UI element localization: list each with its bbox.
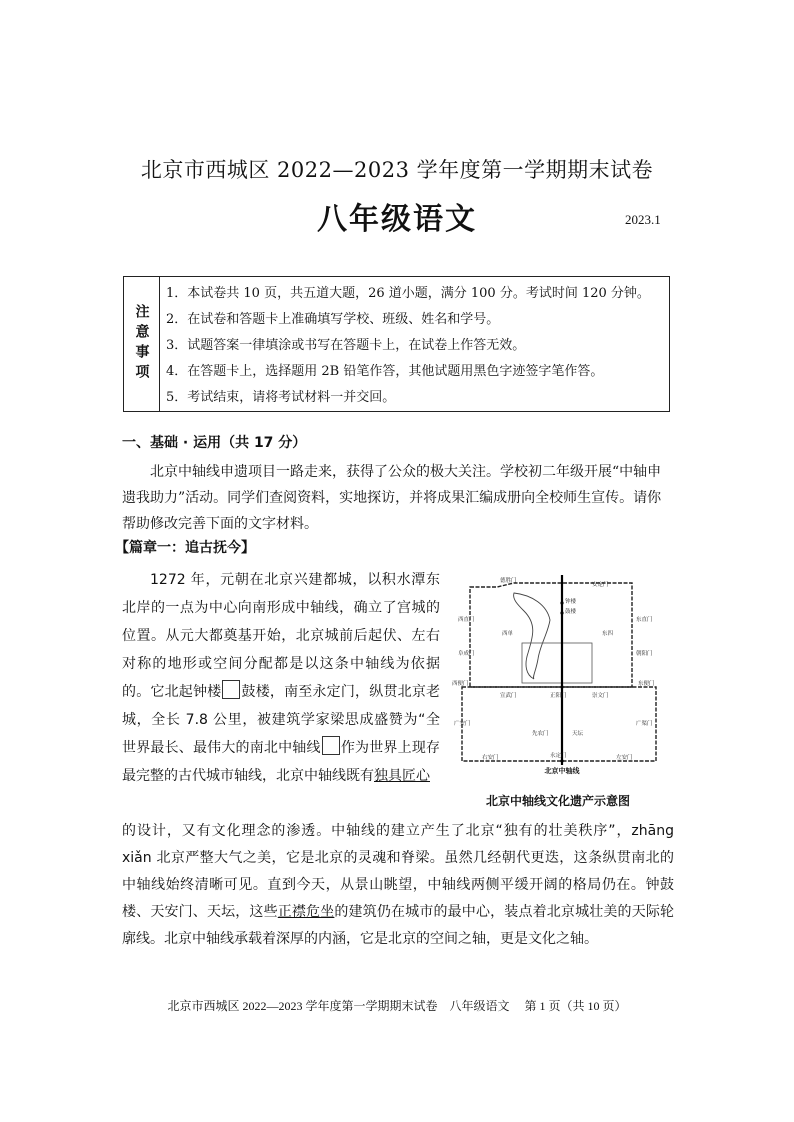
passage-text: 的建筑仍在城市的最中心，装点着北京城壮美的天际轮廓线。北京中轴线承载着深厚的内涵，它是北京的空间之轴，更是文化之轴。 [122, 904, 675, 947]
notice-label: 注意事项 [133, 304, 150, 384]
exam-title: 北京市西城区 2022—2023 学年度第一学期期末试卷 [140, 158, 654, 182]
gate-label: 广渠门 [636, 721, 653, 727]
gate-label: 阜成门 [458, 651, 475, 657]
notice-item: 1．本试卷共 10 页，共五道大题，26 道小题，满分 100 分。考试时间 120 分钟。 [166, 286, 650, 301]
passage-text: 1272 年，元朝在北京兴建都城，以积水潭东北岸的一点为中心向南形成中轴线，确立了宫城的位置。从元大都奠基开始，北京城前后起伏、左右对称的地形或空间分配都是以这条中轴线为依据的。它北起钟楼 [122, 572, 440, 700]
exam-date: 2023.1 [625, 212, 661, 227]
notice-list [166, 283, 650, 413]
axis-label: 北京中轴线 [544, 767, 580, 775]
notice-item: 4．在答题卡上，选择题用 2B 铅笔作答，其他试题用黑色字迹签字笔作答。 [166, 364, 604, 379]
gate-label: 崇文门 [592, 693, 609, 699]
gate-label: 右安门 [482, 755, 499, 761]
gate-label: 西便门 [452, 681, 469, 687]
underlined-phrase: 正襟危坐 [277, 904, 335, 920]
answer-blank-box[interactable] [222, 680, 240, 699]
gate-label: 东四 [602, 631, 614, 637]
gate-label: 西单 [502, 631, 514, 637]
notice-label-cell [124, 277, 160, 411]
page-footer: 北京市西城区 2022—2023 学年度第一学期期末试卷 八年级语文 第 1 页（共 10 页） [167, 999, 627, 1013]
map-caption: 北京中轴线文化遗产示意图 [485, 794, 630, 808]
gate-label: 东便门 [638, 681, 655, 687]
notice-box [123, 276, 670, 412]
gate-label: 西直门 [458, 617, 475, 623]
answer-blank-box[interactable] [322, 736, 340, 755]
gate-label: 正阳门 [550, 693, 567, 699]
notice-item: 3．试题答案一律填涂或书写在答题卡上，在试卷上作答无效。 [166, 338, 526, 353]
subject-title: 八年级语文 [317, 202, 477, 237]
passage-text: 作为世界上现存最完整的古代城市轴线，北京中轴线既有 [122, 740, 441, 784]
gate-label: 天坛 [572, 731, 584, 737]
bell-tower-dot [560, 601, 563, 604]
gate-label: 宣武门 [500, 693, 517, 699]
notice-item: 5．考试结束，请将考试材料一并交回。 [166, 390, 396, 405]
gate-label: 朝阳门 [636, 651, 653, 657]
gate-label: 安定门 [592, 582, 609, 588]
section-heading: 一、基础 · 运用（共 17 分） [122, 435, 307, 451]
gate-label: 左安门 [616, 755, 633, 761]
gate-label: 钟楼 [565, 599, 577, 605]
chapter-title: 【篇章一：追古抚今】 [115, 540, 255, 556]
notice-item: 2．在试卷和答题卡上准确填写学校、班级、姓名和学号。 [166, 312, 500, 327]
gate-label: 东直门 [636, 617, 653, 623]
underlined-phrase: 独具匠心 [374, 768, 430, 784]
drum-tower-dot [560, 611, 563, 614]
gate-label: 德胜门 [500, 578, 517, 584]
section-intro: 北京中轴线申遗项目一路走来，获得了公众的极大关注。学校初二年级开展“中轴申遗我助力”活动。同学们查阅资料，实地探访，并将成果汇编成册向全校师生宣传。请你帮助修改完善下面的文字材料。 [122, 464, 662, 532]
passage-text: 鼓楼，南至永定门，纵贯北京老城，全长 7.8 公里，被建筑学家梁思成盛赞为“全世界最长、最伟大的南北中轴线 [122, 684, 441, 756]
axis-map [452, 575, 666, 775]
yongdingmen-dot [560, 759, 563, 762]
gate-label: 永定门 [550, 753, 567, 759]
gate-label: 广安门 [454, 721, 471, 727]
imperial-city [522, 643, 592, 683]
gate-label: 鼓楼 [565, 609, 577, 615]
lake-icon [514, 593, 550, 679]
passage-text: 的设计，又有文化理念的渗透。中轴线的建立产生了北京“独有的壮美秩序”，zhāng xiǎn 北京严整大气之美，它是北京的灵魂和脊梁。虽然几经朝代更迭，这条纵贯南北的中轴线始终清晰可见。直到今天，从景山眺望，中轴线两侧平缓开阔的格局仍在。钟鼓楼、天安门、天坛，这些 [122, 823, 674, 920]
main-passage-bottom [122, 818, 674, 953]
gate-label: 先农门 [532, 731, 549, 737]
main-passage-top [122, 566, 440, 790]
zhengyangmen-dot [560, 685, 563, 688]
